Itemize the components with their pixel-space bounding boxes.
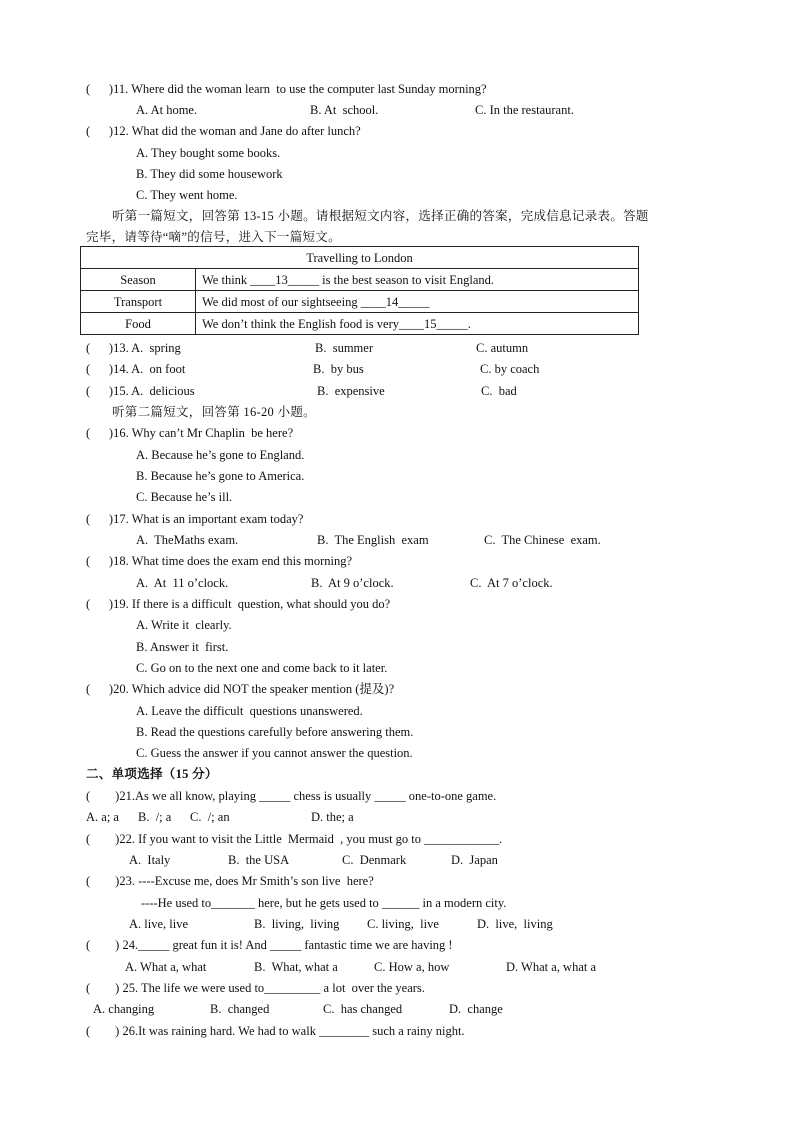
q19-stem: ( )19. If there is a difficult question, what should you do? (86, 597, 391, 611)
q16-option-b: B. Because he’s gone to America. (136, 469, 305, 483)
table-title: Travelling to London (81, 247, 639, 269)
q18-option-c: C. At 7 o’clock. (470, 576, 553, 590)
q21-option-b: B. /; a (138, 810, 172, 824)
q15-option-b: B. expensive (317, 384, 385, 398)
q17-option-b: B. The English exam (317, 533, 429, 547)
q24-option-b: B. What, what a (254, 960, 338, 974)
q13-option-b: B. summer (315, 341, 373, 355)
q14-option-b: B. by bus (313, 362, 364, 376)
q20-option-b: B. Read the questions carefully before answering them. (136, 725, 414, 739)
q12-option-b: B. They did some housework (136, 167, 283, 181)
q26-stem: ( ) 26.It was raining hard. We had to walk ________ such a rainy night. (86, 1024, 465, 1038)
q13-stem: ( )13. A. spring (86, 341, 181, 355)
info-record-table (80, 246, 639, 335)
passage1-intro-line1: 听第一篇短文，回答第 13-15 小题。请根据短文内容，选择正确的答案，完成信息记录表。答题 (112, 209, 649, 223)
q24-option-c: C. How a, how (374, 960, 450, 974)
q24-option-a: A. What a, what (125, 960, 207, 974)
q17-stem: ( )17. What is an important exam today? (86, 512, 304, 526)
q25-option-a: A. changing (93, 1002, 155, 1016)
q19-option-a: A. Write it clearly. (136, 618, 232, 632)
table-row (81, 291, 639, 313)
q14-stem: ( )14. A. on foot (86, 362, 186, 376)
q24-stem: ( ) 24._____ great fun it is! And _____ fantastic time we are having ! (86, 938, 453, 952)
q19-option-b: B. Answer it first. (136, 640, 229, 654)
q22-option-b: B. the USA (228, 853, 290, 867)
q18-stem: ( )18. What time does the exam end this morning? (86, 554, 353, 568)
q23-option-d: D. live, living (477, 917, 553, 931)
table-row-label: Food (81, 313, 196, 335)
q12-option-c: C. They went home. (136, 188, 238, 202)
table-row-text: We think ____13_____ is the best season to visit England. (196, 269, 639, 291)
q18-option-b: B. At 9 o’clock. (311, 576, 394, 590)
q20-option-c: C. Guess the answer if you cannot answer the question. (136, 746, 413, 760)
passage2-intro: 听第二篇短文，回答第 16-20 小题。 (112, 405, 316, 419)
table-row (81, 313, 639, 335)
q17-option-c: C. The Chinese exam. (484, 533, 601, 547)
q23-option-b: B. living, living (254, 917, 340, 931)
q11-stem: ( )11. Where did the woman learn to use the computer last Sunday morning? (86, 82, 487, 96)
q11-option-b: B. At school. (310, 103, 379, 117)
table-row-label: Transport (81, 291, 196, 313)
q12-stem: ( )12. What did the woman and Jane do after lunch? (86, 124, 361, 138)
q23-line2: ----He used to_______ here, but he gets used to ______ in a modern city. (141, 896, 507, 910)
q16-stem: ( )16. Why can’t Mr Chaplin be here? (86, 426, 294, 440)
q11-option-a: A. At home. (136, 103, 198, 117)
q20-option-a: A. Leave the difficult questions unanswered. (136, 704, 363, 718)
q21-stem: ( )21.As we all know, playing _____ chess is usually _____ one-to-one game. (86, 789, 497, 803)
q18-option-a: A. At 11 o’clock. (136, 576, 229, 590)
q22-option-c: C. Denmark (342, 853, 407, 867)
table-row-text: We did most of our sightseeing ____14_____ (196, 291, 639, 313)
q23-stem: ( )23. ----Excuse me, does Mr Smith’s son live here? (86, 874, 374, 888)
q21-option-d: D. the; a (311, 810, 354, 824)
q17-option-a: A. TheMaths exam. (136, 533, 239, 547)
q22-stem: ( )22. If you want to visit the Little Mermaid , you must go to ____________. (86, 832, 503, 846)
q15-option-c: C. bad (481, 384, 517, 398)
q22-option-a: A. Italy (129, 853, 171, 867)
q21-option-a: A. a; a (86, 810, 119, 824)
q11-option-c: C. In the restaurant. (475, 103, 574, 117)
q22-option-d: D. Japan (451, 853, 498, 867)
q16-option-a: A. Because he’s gone to England. (136, 448, 305, 462)
q25-option-d: D. change (449, 1002, 503, 1016)
q25-option-b: B. changed (210, 1002, 270, 1016)
q15-stem: ( )15. A. delicious (86, 384, 195, 398)
q13-option-c: C. autumn (476, 341, 529, 355)
q24-option-d: D. What a, what a (506, 960, 597, 974)
q23-option-a: A. live, live (129, 917, 189, 931)
q21-option-c: C. /; an (190, 810, 230, 824)
section2-title: 二、单项选择（15 分） (86, 767, 218, 781)
q20-stem: ( )20. Which advice did NOT the speaker mention (提及)? (86, 682, 395, 696)
q23-option-c: C. living, live (367, 917, 439, 931)
passage1-intro-line2: 完毕，请等待“嘀”的信号，进入下一篇短文。 (86, 230, 341, 244)
table-row (81, 269, 639, 291)
q16-option-c: C. Because he’s ill. (136, 490, 233, 504)
q14-option-c: C. by coach (480, 362, 540, 376)
table-row-text: We don’t think the English food is very____15_____. (196, 313, 639, 335)
table-row-label: Season (81, 269, 196, 291)
q25-stem: ( ) 25. The life we were used to_________ a lot over the years. (86, 981, 425, 995)
q19-option-c: C. Go on to the next one and come back to it later. (136, 661, 388, 675)
q12-option-a: A. They bought some books. (136, 146, 281, 160)
q25-option-c: C. has changed (323, 1002, 403, 1016)
